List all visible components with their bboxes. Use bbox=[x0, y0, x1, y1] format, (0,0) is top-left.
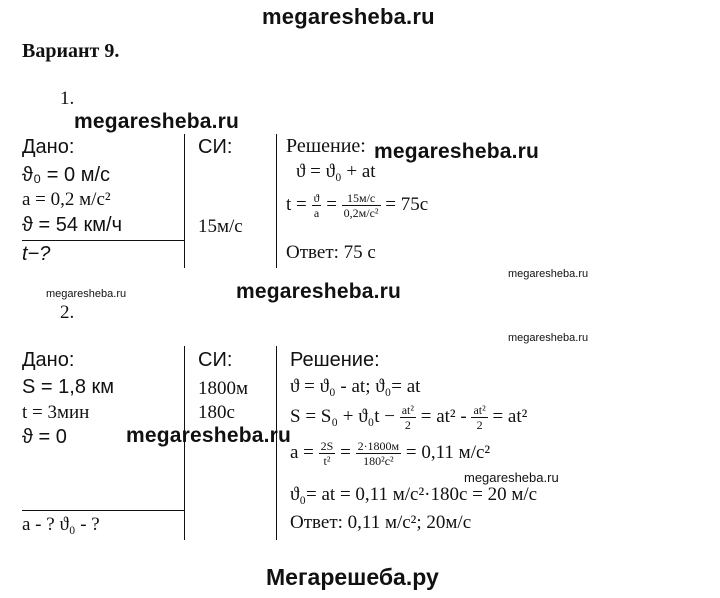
problem-1-find-line bbox=[22, 240, 184, 241]
footer-brand: Мегарешеба.ру bbox=[266, 564, 439, 590]
problem-2-fraction-at2-a: $\frac{\text{at²}}{2}$ bbox=[401, 403, 414, 433]
problem-1-number: 1. bbox=[60, 88, 75, 109]
problem-2-line-2-mid: = at² - bbox=[420, 406, 467, 427]
problem-1-si-value: 15м/с bbox=[198, 216, 243, 237]
watermark-mid-big: megaresheba.ru bbox=[236, 280, 402, 303]
problem-1-fraction-numeric: $\frac{15м/с}{\text{0,2м/с²}}$ bbox=[343, 191, 379, 221]
problem-1-given-a: a = 0,2 м/с² bbox=[22, 189, 111, 210]
problem-2-line-2 bbox=[290, 402, 527, 432]
problem-2-line-1: ϑ = ϑ₀ - at; ϑ₀= at bbox=[290, 376, 421, 397]
problem-2-si-time: 180с bbox=[198, 402, 235, 423]
problem-2-line-2-end: = at² bbox=[492, 406, 528, 427]
problem-2-given-t: t = 3мин bbox=[22, 402, 90, 423]
watermark-p1-given: megaresheba.ru bbox=[74, 110, 240, 133]
problem-2-fraction-2s: $\frac{2S}{\text{t²}}$ bbox=[320, 439, 334, 469]
problem-1-answer: Ответ: 75 с bbox=[286, 242, 376, 263]
problem-2-line-3-prefix: a = bbox=[290, 442, 314, 463]
problem-2-line-3-result: = 0,11 м/с² bbox=[405, 442, 491, 463]
watermark-mid-small-right: megaresheba.ru bbox=[508, 268, 589, 280]
variant-title: Вариант 9. bbox=[22, 40, 120, 62]
problem-1-formula: ϑ = ϑ₀ + at bbox=[296, 161, 376, 182]
problem-1-calc-result: = 75с bbox=[385, 194, 429, 215]
problem-1-divider-given bbox=[184, 134, 185, 268]
problem-1-calc-prefix: t = bbox=[286, 194, 307, 215]
problem-2-number: 2. bbox=[60, 302, 75, 323]
problem-1-divider-si bbox=[276, 134, 277, 268]
problem-2-given-v: ϑ = 0 bbox=[22, 426, 67, 448]
problem-2-given-header: Дано: bbox=[22, 349, 75, 371]
problem-2-find: a - ? ϑ₀ - ? bbox=[22, 514, 100, 535]
problem-2-given-s: S = 1,8 км bbox=[22, 376, 114, 398]
watermark-p1-solution: megaresheba.ru bbox=[374, 140, 540, 163]
problem-2-fraction-at2-b: $\frac{\text{at²}}{2}$ bbox=[473, 403, 486, 433]
watermark-p2-small-right: megaresheba.ru bbox=[508, 332, 589, 344]
problem-2-solution-header: Решение: bbox=[290, 349, 380, 371]
problem-1-find: t−? bbox=[22, 243, 51, 265]
problem-2-fraction-numeric: $\frac{2\cdot 1800м}{\text{180²с²}}$ bbox=[357, 439, 400, 469]
problem-2-answer: Ответ: 0,11 м/с²; 20м/с bbox=[290, 512, 472, 533]
watermark-p2-big: megaresheba.ru bbox=[126, 424, 292, 447]
problem-1-calculation: t = $\frac{ϑ}{a}$ = $\frac{15м/с}{\text{0,2м/с²}}$ = 75с bbox=[286, 191, 429, 221]
problem-1-given-v0: ϑ₀ = 0 м/с bbox=[22, 164, 111, 186]
problem-2-si-header: СИ: bbox=[198, 349, 233, 371]
watermark-mid-small-left: megaresheba.ru bbox=[46, 288, 127, 300]
problem-2-line-2-prefix: S = S₀ + ϑ₀t − bbox=[290, 406, 395, 427]
problem-2-si-distance: 1800м bbox=[198, 378, 249, 399]
watermark-p2-small-solution: megaresheba.ru bbox=[464, 470, 559, 485]
watermark-top: megaresheba.ru bbox=[262, 4, 435, 29]
problem-2-line-4: ϑ₀= at = 0,11 м/с²·180с = 20 м/с bbox=[290, 484, 538, 505]
problem-1-si-header: СИ: bbox=[198, 136, 233, 158]
problem-1-given-header: Дано: bbox=[22, 136, 75, 158]
problem-1-solution-header: Решение: bbox=[286, 135, 366, 157]
problem-2-find-line bbox=[22, 510, 184, 511]
problem-1-given-v: ϑ = 54 км/ч bbox=[22, 214, 123, 236]
problem-2-line-3: a = $\frac{2S}{\text{t²}}$ = $\frac{2\cdot 1800м}{\text{180²с²}}$ = 0,11 м/с² bbox=[290, 439, 491, 469]
problem-1-fraction-symbolic: $\frac{ϑ}{a}$ bbox=[313, 191, 320, 221]
